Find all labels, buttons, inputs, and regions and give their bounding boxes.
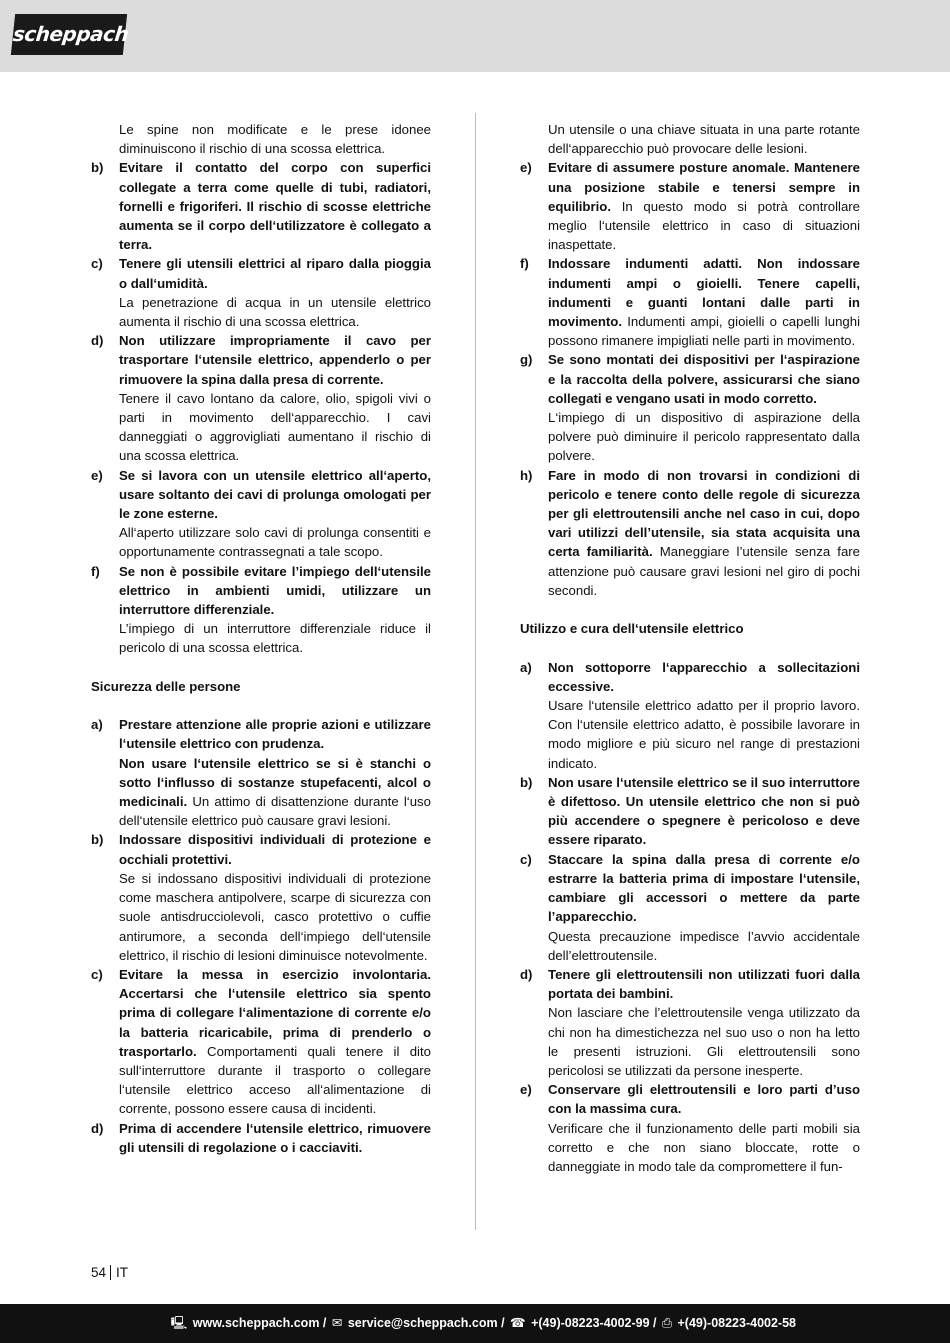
paragraph: Le spine non modificate e le prese idonee diminuiscono il rischio di una scossa elettrica. [119, 122, 431, 157]
fax-icon: ⎙ [662, 1316, 673, 1330]
item-label: g) [520, 352, 533, 368]
item-bold: Indossare dispositivi individuali di protezione e occhiali protettivi. [119, 832, 431, 867]
item-bold: Fare in modo di non trovarsi in condizioni di pericolo e tenere conto delle regole di sicurezza per gli elettroutensili anche nel caso in cui, dopo vari utilizzi dell’utensile, sia stata acquisita una certa familiarità. [548, 467, 860, 560]
page-footer: 🖳 www.scheppach.com / ✉ service@scheppach.com / ☎ +(49)-08223-4002-99 / ⎙ +(49)-08223-4002-58 [0, 1304, 950, 1343]
item-label: h) [520, 467, 533, 483]
item-bold: Tenere gli utensili elettrici al riparo dalla pioggia o dall‘umidità. [119, 256, 431, 291]
list-item [520, 658, 860, 773]
mail-icon: ✉ [331, 1316, 343, 1330]
item-note: Tenere il cavo lontano da calore, olio, spigoli vivi o parti in movimento dell‘apparecchio. I cavi danneggiati o aggrovigliati aumentano il rischio di una scossa elettrica. [119, 390, 431, 464]
item-label: b) [520, 774, 533, 790]
footer-fax: +(49)-08223-4002-58 [677, 1316, 796, 1330]
item-note: Verificare che il funzionamento delle parti mobili sia corretto e che non siano bloccate, rotte o danneggiate in modo tale da compromettere il fun- [548, 1120, 860, 1174]
item-label: c) [91, 256, 103, 272]
list-item [520, 965, 860, 1080]
footer-email[interactable]: service@scheppach.com [347, 1316, 498, 1330]
item-label: c) [520, 851, 532, 867]
item-note: Non lasciare che l’elettroutensile venga utilizzato da chi non ha dimestichezza nel suo uso o non ha letto le presenti istruzioni. Gli elettroutensili sono pericolosi se utilizzati da persone inesperte. [548, 1005, 860, 1078]
item-note: L‘impiego di un dispositivo di aspirazione della polvere può diminuire il pericolo rappresentato dalla polvere. [548, 410, 860, 464]
item-bold: Prestare attenzione alle proprie azioni e utilizzare l‘utensile elettrico con prudenza. [119, 717, 431, 752]
computer-icon: 🖳 [170, 1316, 188, 1330]
right-column [520, 120, 860, 1176]
item-text: Maneggiare l’utensile senza fare attenzione può causare gravi lesioni nel giro di pochi secondi. [548, 544, 861, 598]
item-bold: Non utilizzare impropriamente il cavo per trasportare l‘utensile elettrico, appenderlo o per rimuovere la spina dalla presa di corrente. [119, 333, 431, 387]
page-header [0, 0, 950, 72]
item-text: Comportamenti quali tenere il dito sull‘interruttore durante il trasporto o collegare l‘utensile elettrico acceso all‘alimentazione di corrente, possono essere causa di incidenti. [119, 1043, 431, 1117]
item-label: e) [91, 467, 103, 483]
brand-logo: scheppach [11, 14, 127, 55]
item-note: All‘aperto utilizzare solo cavi di prolunga consentiti e opportunamente contrassegnati a tale scopo. [119, 525, 431, 560]
item-bold: Indossare indumenti adatti. Non indossare indumenti ampi o gioielli. Tenere capelli, indumenti e guanti lontani dalle parti in movimento. [548, 256, 860, 330]
left-column [91, 120, 431, 1157]
item-label: b) [91, 160, 104, 176]
list-item [91, 466, 431, 562]
item-bold: Se sono montati dei dispositivi per l‘aspirazione e la raccolta della polvere, assicurarsi che siano collegati e vengano usati in modo corretto. [548, 352, 860, 406]
item-text: Indumenti ampi, gioielli o capelli lunghi possono rimanere impigliati nelle parti in movimento. [548, 314, 860, 349]
item-bold: Se non è possibile evitare l’impiego dell‘utensile elettrico in ambienti umidi, utilizzare un interruttore differenziale. [119, 563, 431, 618]
item-note: L’impiego di un interruttore differenziale riduce il pericolo di una scossa elettrica. [119, 621, 431, 656]
list-item [520, 1080, 860, 1176]
list-item [91, 331, 431, 465]
item-label: a) [91, 717, 103, 733]
list-item [520, 254, 860, 350]
item-note: Usare l‘utensile elettrico adatto per il proprio lavoro. Con l‘utensile elettrico adatto, è possibile lavorare in modo migliore e più sicuro nel range di prestazioni indicato. [548, 698, 860, 771]
item-note: La penetrazione di acqua in un utensile elettrico aumenta il rischio di una scossa elettrica. [119, 294, 431, 330]
item-label: d) [91, 333, 104, 349]
footer-phone: +(49)-08223-4002-99 [531, 1316, 650, 1330]
item-bold: Evitare il contatto del corpo con superfici collegate a terra come quelle di tubi, radiatori, fornelli e frigoriferi. Il rischio di scosse elettriche aumenta se il corpo dell‘utilizzatore è collegato a terra. [119, 160, 431, 253]
item-bold: Evitare di assumere posture anomale. Mantenere una posizione stabile e tenersi sempre in equilibrio. [548, 160, 860, 214]
list-item [520, 773, 860, 850]
list-item [91, 1119, 431, 1157]
column-divider [475, 113, 476, 1230]
list-item [520, 158, 860, 254]
list-item [91, 562, 431, 658]
item-label: a) [520, 659, 532, 675]
item-bold: Staccare la spina dalla presa di corrente e/o estrarre la batteria prima di impostare l‘utensile, cambiare gli accessori o mettere da parte l’apparecchio. [548, 851, 860, 925]
paragraph: Un utensile o una chiave situata in una parte rotante dell‘apparecchio può provocare delle lesioni. [548, 122, 860, 157]
phone-icon: ☎ [510, 1316, 526, 1330]
page-language: IT [116, 1265, 129, 1280]
item-label: f) [520, 256, 529, 272]
item-bold: Conservare gli elettroutensili e loro parti d’uso con la massima cura. [548, 1082, 860, 1117]
item-bold: Tenere gli elettroutensili non utilizzati fuori dalla portata dei bambini. [548, 966, 860, 1002]
list-item [91, 158, 431, 254]
item-bold: Non sottoporre l‘apparecchio a sollecitazioni eccessive. [548, 659, 860, 694]
page-number-value: 54 [91, 1265, 107, 1280]
list-item [520, 350, 860, 465]
item-text: Un attimo di disattenzione durante l‘uso dell‘utensile elettrico può causare gravi lesioni. [119, 794, 431, 829]
section-heading: Utilizzo e cura dell‘utensile elettrico [520, 621, 744, 637]
list-item [91, 830, 431, 964]
item-bold: Evitare la messa in esercizio involontaria. Accertarsi che l‘utensile elettrico sia spento prima di collegare l‘alimentazione di corrente e/o la batteria ricaricabile, prima di prenderlo o trasportarlo. [119, 966, 431, 1059]
item-bold: Non usare l‘utensile elettrico se il suo interruttore è difettoso. Un utensile elettrico che non si può più accendere o spegnere è pericoloso e deve essere riparato. [548, 774, 860, 848]
item-bold-2: Non usare l‘utensile elettrico se si è stanchi o sotto l‘influsso di sostanze stupefacenti, alcol o medicinali. [119, 755, 431, 810]
item-note: Questa precauzione impedisce l’avvio accidentale dell’elettroutensile. [548, 928, 860, 963]
item-text: In questo modo si potrà controllare meglio l‘utensile elettrico in caso di situazioni inaspettate. [548, 198, 860, 253]
item-bold: Se si lavora con un utensile elettrico all‘aperto, usare soltanto dei cavi di prolunga omologati per le zone esterne. [119, 467, 431, 522]
page-number [91, 1265, 128, 1280]
list-item [91, 965, 431, 1119]
item-bold: Prima di accendere l‘utensile elettrico, rimuovere gli utensili di regolazione o i cacciaviti. [119, 1120, 431, 1155]
item-label: d) [520, 966, 533, 982]
item-label: d) [91, 1120, 104, 1136]
item-label: e) [520, 160, 532, 176]
list-item [520, 850, 860, 965]
footer-website[interactable]: www.scheppach.com [192, 1316, 320, 1330]
list-item [520, 466, 860, 600]
list-item [91, 254, 431, 331]
item-note: Se si indossano dispositivi individuali di protezione come maschera antipolvere, scarpe di sicurezza con suole antisdrucciolevoli, casco protettivo o cuffie antirumore, a seconda dell‘impiego dell‘utensile elettrico, il rischio di lesioni diminuisce notevolmente. [119, 870, 431, 963]
list-item [91, 715, 431, 830]
section-heading: Sicurezza delle persone [91, 678, 241, 694]
item-label: e) [520, 1082, 532, 1098]
item-label: b) [91, 832, 104, 848]
item-label: c) [91, 966, 103, 982]
item-label: f) [91, 563, 100, 579]
